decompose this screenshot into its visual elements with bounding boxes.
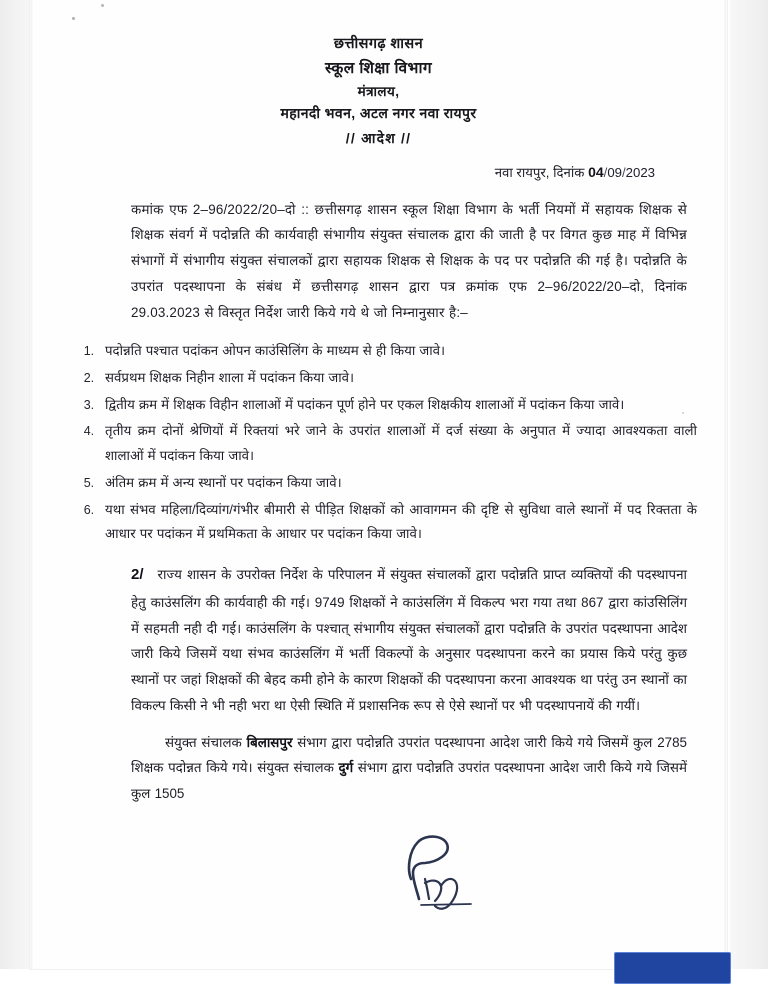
paragraph-3-text-a: संयुक्त संचालक: [165, 734, 247, 750]
rule-text: द्वितीय क्रम में शिक्षक विहीन शालाओं में पदांकन पूर्ण होने पर एकल शिक्षकीय शालाओं में पदांकन किया जावे।: [105, 396, 625, 412]
dateline-separator-1: /: [603, 164, 608, 180]
letterhead-state: छत्तीसगढ़ शासन: [333, 36, 424, 52]
dateline: [30, 163, 655, 181]
paragraph-2-sequence: 2/: [131, 566, 144, 584]
letterhead-department: स्कूल शिक्षा विभाग: [324, 60, 432, 78]
list-item: [98, 471, 697, 496]
body-wrapper: [131, 197, 687, 326]
scanned-page-sheet[interactable]: [30, 0, 727, 969]
list-item: [98, 393, 697, 418]
dateline-year: 2023: [625, 164, 655, 180]
body-wrapper-lower: [131, 561, 687, 807]
dateline-day: 04: [588, 163, 604, 180]
rule-text: अंतिम क्रम में अन्य स्थानों पर पदांकन किया जावे।: [105, 474, 342, 490]
rules-list: [76, 339, 697, 547]
dateline-place-label: नवा रायपुर, दिनांक: [494, 164, 585, 180]
signature-icon: [385, 829, 535, 919]
paragraph-3-text-c: संभाग द्वारा पदोन्नति उपरांत पदस्थापना आदेश जारी किये गये जिसमें कुल 1505: [131, 760, 687, 801]
rule-text: यथा संभव महिला/दिव्यांग/गंभीर बीमारी से पीड़ित शिक्षकों को आवागमन की दृष्टि से सुविधा वाले स्थानों में पद रिक्तता के आधार पर पदांकन में प्रथमिकता के आधार पर पदांकन किया जावे।: [105, 501, 697, 542]
letterhead-address: महानदी भवन, अटल नगर नवा रायपुर: [280, 105, 477, 122]
paragraph-1: [131, 197, 687, 326]
viewer-left-gutter: [0, 0, 30, 969]
division-name-durg: दुर्ग: [338, 760, 354, 776]
list-item: [98, 339, 697, 364]
dateline-month: 09: [607, 164, 622, 180]
list-item: [98, 419, 697, 468]
paragraph-1-text: कमांक एफ 2–96/2022/20–दो :: छत्तीसगढ़ शासन स्कूल शिक्षा विभाग के भर्ती नियमों में सहायक शिक्षक से शिक्षक संवर्ग में पदोन्नति की कार्यवाही संभागीय संयुक्त संचालक द्वारा की जाती है पर विगत कुछ माह में विभिन्न संभागों में संभागीय संयुक्त संचालकों द्वारा सहायक शिक्षक से शिक्षक के पद पर पदोन्नति की गई है। पदोन्नति के उपरांत पदस्थापना के संबंध में छत्तीसगढ़ शासन द्वारा पत्र क्रमांक एफ 2–96/2022/20–दो, दिनांक 29.03.2023 से विस्तृत निर्देश जारी किये गये थे जो निम्नानुसार है:–: [131, 201, 687, 320]
document-body: [30, 0, 727, 969]
list-item: [98, 498, 697, 547]
paragraph-3-text-b: संभाग द्वारा पदोन्नति उपरांत पदस्थापना आदेश जारी किये गये जिसमें कुल 2785 शिक्षक पदोन्नत किये गये। संयुक्त संचालक: [131, 734, 687, 776]
viewer-right-gutter: [730, 0, 768, 969]
paragraph-3: [131, 730, 687, 807]
letterhead-ministry: मंत्रालय,: [357, 83, 400, 99]
rule-text: पदोन्नति पश्चात पदांकन ओपन काउंसिलिंग के माध्यम से ही किया जावे।: [105, 343, 446, 359]
rule-text: तृतीय क्रम दोनों श्रेणियों में रिक्तयां भरे जाने के उपरांत शालाओं में दर्ज संख्या के अनुपात में ज्यादा आवश्यकता वाली शालाओं में पदांकन किया जावे।: [105, 423, 697, 464]
signature-area: [30, 829, 727, 924]
order-marker: // आदेश //: [345, 130, 412, 147]
dateline-separator-2: /: [621, 164, 626, 180]
list-item: [98, 366, 697, 391]
paragraph-2-text: राज्य शासन के उपरोक्त निर्देश के परिपालन में संयुक्त संचालकों द्वारा पदोन्नति प्राप्त व्यक्तियों की पदस्थापना हेतु काउंसलिंग की कार्यवाही की गई। 9749 शिक्षकों ने काउंसलिंग में विकल्प भरा गया तथा 867 द्वारा कांउसिलिंग में सहमती नही दी गई। काउंसलिंग के पश्चात् संभागीय संयुक्त संचालकों द्वारा पदोन्नति के उपरांत पदस्थापना आदेश जारी किये जिसमें यथा संभव काउंसलिंग में भर्ती विकल्पों के अनुसार पदस्थापना करने का प्रयास किये परंतु कुछ स्थानों पर जहां शिक्षकों की बेहद कमी होने के कारण शिक्षकों की पदस्थापना करना आवश्यक था परंतु उन स्थानों का विकल्प किसी ने भी नही भरा था ऐसी स्थिति में प्रशासनिक रूप से ऐसे स्थानों पर भी पदस्थापनायें की गयीं।: [131, 567, 687, 713]
paragraph-2: [131, 561, 687, 718]
rule-text: सर्वप्रथम शिक्षक निहीन शाला में पदांकन किया जावे।: [105, 370, 355, 386]
primary-action-button[interactable]: [614, 952, 731, 984]
letterhead: [30, 33, 727, 150]
division-name-bilaspur: बिलासपुर: [246, 734, 293, 750]
